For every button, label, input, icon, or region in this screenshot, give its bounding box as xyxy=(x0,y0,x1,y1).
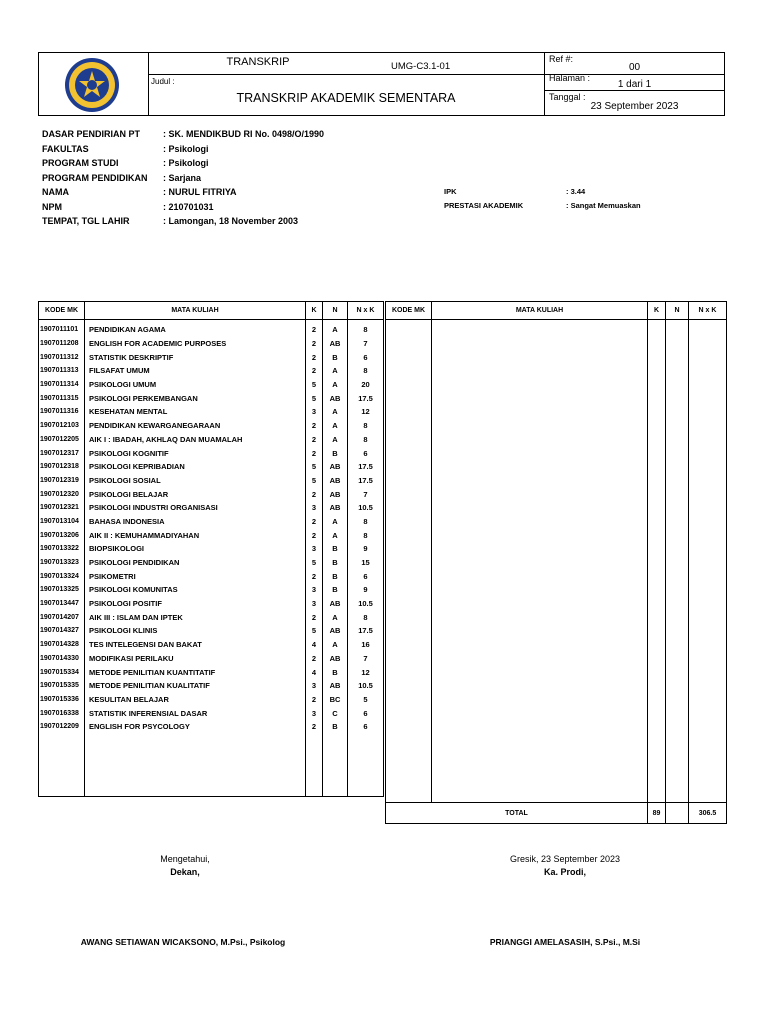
course-credits: 2 xyxy=(306,693,323,707)
course-score: 7 xyxy=(348,487,384,501)
course-code: 1907013104 xyxy=(39,515,85,529)
course-grade: A xyxy=(323,378,348,392)
course-name: PSIKOLOGI POSITIF xyxy=(85,597,306,611)
course-credits: 2 xyxy=(306,320,323,337)
table-row xyxy=(39,569,384,583)
course-grade: B xyxy=(323,446,348,460)
course-grade: A xyxy=(323,528,348,542)
course-code: 1907015335 xyxy=(39,679,85,693)
table-row xyxy=(39,501,384,515)
course-code: 1907012321 xyxy=(39,501,85,515)
course-name: STATISTIK INFERENSIAL DASAR xyxy=(85,706,306,720)
course-score: 10.5 xyxy=(348,597,384,611)
course-score: 17.5 xyxy=(348,474,384,488)
course-score: 17.5 xyxy=(348,624,384,638)
header-mata-kuliah: MATA KULIAH xyxy=(432,302,648,320)
table-row xyxy=(39,419,384,433)
course-name: ENGLISH FOR ACADEMIC PURPOSES xyxy=(85,337,306,351)
course-code: 1907011312 xyxy=(39,350,85,364)
course-credits: 5 xyxy=(306,378,323,392)
course-code: 1907011315 xyxy=(39,391,85,405)
table-row xyxy=(39,350,384,364)
course-grade: AB xyxy=(323,597,348,611)
course-code: 1907014328 xyxy=(39,638,85,652)
course-code: 1907012103 xyxy=(39,419,85,433)
info-value: : Lamongan, 18 November 2003 xyxy=(163,216,299,226)
course-name: AIK II : KEMUHAMMADIYAHAN xyxy=(85,528,306,542)
course-code: 1907014327 xyxy=(39,624,85,638)
student-info xyxy=(42,129,462,231)
course-name: ENGLISH FOR PSYCOLOGY xyxy=(85,720,306,734)
course-grade: A xyxy=(323,405,348,419)
right-role: Ka. Prodi, xyxy=(543,867,586,877)
course-grade: B xyxy=(323,665,348,679)
course-code: 1907012205 xyxy=(39,433,85,447)
header-kode: KODE MK xyxy=(386,302,432,320)
course-name: STATISTIK DESKRIPTIF xyxy=(85,350,306,364)
course-score: 9 xyxy=(348,542,384,556)
info-value: : Psikologi xyxy=(163,143,209,154)
course-grade: B xyxy=(323,350,348,364)
ref-value: 00 xyxy=(628,62,641,73)
table-row xyxy=(39,446,384,460)
course-grade: AB xyxy=(323,391,348,405)
info-label: NPM xyxy=(42,201,62,212)
course-grade: AB xyxy=(323,624,348,638)
course-grade: A xyxy=(323,515,348,529)
course-code: 1907014330 xyxy=(39,652,85,666)
header-n: N xyxy=(323,302,348,320)
table-row xyxy=(39,624,384,638)
course-code: 1907016338 xyxy=(39,706,85,720)
course-credits: 5 xyxy=(306,391,323,405)
course-credits: 3 xyxy=(306,679,323,693)
course-code: 1907011314 xyxy=(39,378,85,392)
info-label: DASAR PENDIRIAN PT xyxy=(42,129,141,139)
left-caption: Mengetahui, xyxy=(160,854,210,864)
course-score: 5 xyxy=(348,693,384,707)
course-grade: AB xyxy=(323,337,348,351)
course-credits: 2 xyxy=(306,350,323,364)
course-code: 1907011316 xyxy=(39,405,85,419)
total-row xyxy=(385,802,727,824)
course-code: 1907013447 xyxy=(39,597,85,611)
prestasi-value: : Sangat Memuaskan xyxy=(566,201,641,210)
university-logo xyxy=(64,57,120,113)
course-code: 1907013324 xyxy=(39,569,85,583)
course-score: 8 xyxy=(348,320,384,337)
course-code: 1907011101 xyxy=(39,320,85,337)
header-k: K xyxy=(306,302,323,320)
course-code: 1907013323 xyxy=(39,556,85,570)
halaman-label: Halaman : xyxy=(549,73,591,83)
course-table-right xyxy=(385,301,727,803)
course-credits: 4 xyxy=(306,665,323,679)
header-nxk: N x K xyxy=(348,302,384,320)
info-row xyxy=(42,144,462,159)
course-name: FILSAFAT UMUM xyxy=(85,364,306,378)
course-grade: AB xyxy=(323,501,348,515)
left-role: Dekan, xyxy=(170,867,200,877)
table-row xyxy=(39,364,384,378)
info-row xyxy=(42,129,462,144)
info-label: NAMA xyxy=(42,187,69,197)
course-score: 7 xyxy=(348,652,384,666)
course-grade: AB xyxy=(323,460,348,474)
course-code: 1907015334 xyxy=(39,665,85,679)
total-k: 89 xyxy=(648,803,666,824)
course-credits: 3 xyxy=(306,597,323,611)
info-value: : Psikologi xyxy=(163,158,209,168)
course-credits: 2 xyxy=(306,720,323,734)
course-score: 6 xyxy=(348,720,384,734)
table-row xyxy=(39,665,384,679)
course-score: 8 xyxy=(348,419,384,433)
course-code: 1907012319 xyxy=(39,474,85,488)
ipk-label: IPK xyxy=(444,187,457,196)
course-name: PSIKOLOGI KOMUNITAS xyxy=(85,583,306,597)
info-value: : SK. MENDIKBUD RI No. 0498/O/1990 xyxy=(163,129,325,139)
course-credits: 2 xyxy=(306,652,323,666)
table-header-row xyxy=(386,302,727,320)
course-name: BIOPSIKOLOGI xyxy=(85,542,306,556)
course-code: 1907012318 xyxy=(39,460,85,474)
table-row xyxy=(39,610,384,624)
info-row xyxy=(42,158,462,173)
course-code: 1907012317 xyxy=(39,446,85,460)
info-value: : NURUL FITRIYA xyxy=(163,187,237,197)
course-score: 8 xyxy=(348,515,384,529)
course-score: 10.5 xyxy=(348,501,384,515)
course-name: KESULITAN BELAJAR xyxy=(85,693,306,707)
course-name: PSIKOLOGI BELAJAR xyxy=(85,487,306,501)
right-signatory-name: PRIANGGI AMELASASIH, S.Psi., M.Si xyxy=(489,937,641,947)
course-grade: A xyxy=(323,433,348,447)
course-grade: B xyxy=(323,556,348,570)
tanggal-value: 23 September 2023 xyxy=(590,101,679,112)
course-name: BAHASA INDONESIA xyxy=(85,515,306,529)
course-credits: 2 xyxy=(306,419,323,433)
course-credits: 3 xyxy=(306,501,323,515)
course-grade: C xyxy=(323,706,348,720)
course-grade: B xyxy=(323,569,348,583)
table-row xyxy=(39,528,384,542)
empty-row xyxy=(39,734,384,797)
course-grade: B xyxy=(323,583,348,597)
course-code: 1907011208 xyxy=(39,337,85,351)
table-row xyxy=(39,320,384,337)
table-row xyxy=(39,706,384,720)
ref-label: Ref #: xyxy=(549,54,574,64)
course-grade: A xyxy=(323,638,348,652)
course-score: 6 xyxy=(348,706,384,720)
course-name: METODE PENILITIAN KUALITATIF xyxy=(85,679,306,693)
course-credits: 2 xyxy=(306,446,323,460)
halaman-value: 1 dari 1 xyxy=(617,79,652,90)
course-grade: A xyxy=(323,320,348,337)
course-name: AIK I : IBADAH, AKHLAQ DAN MUAMALAH xyxy=(85,433,306,447)
course-grade: B xyxy=(323,720,348,734)
course-grade: A xyxy=(323,419,348,433)
course-score: 17.5 xyxy=(348,460,384,474)
header-nxk: N x K xyxy=(689,302,727,320)
table-row xyxy=(39,378,384,392)
course-score: 10.5 xyxy=(348,679,384,693)
course-code: 1907012320 xyxy=(39,487,85,501)
info-row xyxy=(42,187,462,202)
course-name: PSIKOLOGI KLINIS xyxy=(85,624,306,638)
doc-type: TRANSKRIP xyxy=(226,56,290,68)
course-score: 8 xyxy=(348,528,384,542)
prestasi-label: PRESTASI AKADEMIK xyxy=(444,201,524,210)
table-header-row xyxy=(39,302,384,320)
course-credits: 2 xyxy=(306,337,323,351)
table-row xyxy=(39,487,384,501)
course-grade: BC xyxy=(323,693,348,707)
course-name: TES INTELEGENSI DAN BAKAT xyxy=(85,638,306,652)
course-credits: 5 xyxy=(306,624,323,638)
course-name: PSIKOLOGI KOGNITIF xyxy=(85,446,306,460)
table-row xyxy=(39,638,384,652)
course-code: 1907013206 xyxy=(39,528,85,542)
course-credits: 2 xyxy=(306,515,323,529)
course-score: 16 xyxy=(348,638,384,652)
table-row xyxy=(39,460,384,474)
course-credits: 2 xyxy=(306,569,323,583)
total-nxk: 306.5 xyxy=(689,803,727,824)
course-score: 17.5 xyxy=(348,391,384,405)
info-value: : Sarjana xyxy=(163,172,202,183)
course-name: PSIKOLOGI PENDIDIKAN xyxy=(85,556,306,570)
course-name: PSIKOLOGI PERKEMBANGAN xyxy=(85,391,306,405)
course-name: PSIKOLOGI KEPRIBADIAN xyxy=(85,460,306,474)
course-name: PSIKOMETRI xyxy=(85,569,306,583)
course-credits: 2 xyxy=(306,610,323,624)
table-row xyxy=(39,337,384,351)
course-score: 7 xyxy=(348,337,384,351)
table-row xyxy=(39,583,384,597)
course-credits: 2 xyxy=(306,433,323,447)
course-score: 6 xyxy=(348,569,384,583)
table-row xyxy=(39,542,384,556)
info-row xyxy=(42,216,462,231)
course-credits: 3 xyxy=(306,405,323,419)
course-name: PENDIDIKAN KEWARGANEGARAAN xyxy=(85,419,306,433)
info-label: PROGRAM STUDI xyxy=(42,158,119,168)
course-code: 1907011313 xyxy=(39,364,85,378)
table-row xyxy=(39,391,384,405)
course-name: PSIKOLOGI INDUSTRI ORGANISASI xyxy=(85,501,306,515)
course-code: 1907013325 xyxy=(39,583,85,597)
course-code: 1907013322 xyxy=(39,542,85,556)
document-title: TRANSKRIP AKADEMIK SEMENTARA xyxy=(236,91,456,105)
table-row xyxy=(39,433,384,447)
tanggal-label: Tanggal : xyxy=(549,92,586,102)
table-row xyxy=(39,693,384,707)
table-row xyxy=(39,597,384,611)
empty-row xyxy=(386,320,727,803)
table-row xyxy=(39,515,384,529)
table-row xyxy=(39,720,384,734)
course-grade: A xyxy=(323,610,348,624)
table-row xyxy=(39,474,384,488)
course-score: 6 xyxy=(348,350,384,364)
course-score: 8 xyxy=(348,433,384,447)
header-n: N xyxy=(666,302,689,320)
info-value: : 210701031 xyxy=(163,201,214,212)
course-credits: 3 xyxy=(306,583,323,597)
course-credits: 4 xyxy=(306,638,323,652)
info-row xyxy=(42,173,462,188)
header-mata-kuliah: MATA KULIAH xyxy=(85,302,306,320)
table-row xyxy=(39,556,384,570)
course-credits: 3 xyxy=(306,542,323,556)
table-row xyxy=(39,652,384,666)
course-name: AIK III : ISLAM DAN IPTEK xyxy=(85,610,306,624)
course-credits: 2 xyxy=(306,528,323,542)
course-credits: 2 xyxy=(306,487,323,501)
course-score: 8 xyxy=(348,610,384,624)
ipk-value: : 3.44 xyxy=(566,187,586,196)
course-grade: AB xyxy=(323,474,348,488)
course-score: 6 xyxy=(348,446,384,460)
course-name: KESEHATAN MENTAL xyxy=(85,405,306,419)
course-score: 15 xyxy=(348,556,384,570)
table-row xyxy=(39,679,384,693)
course-score: 8 xyxy=(348,364,384,378)
course-grade: B xyxy=(323,542,348,556)
header-k: K xyxy=(648,302,666,320)
course-grade: A xyxy=(323,364,348,378)
info-label: FAKULTAS xyxy=(42,143,89,154)
total-label: TOTAL xyxy=(386,803,648,824)
document-header xyxy=(38,52,725,116)
course-name: PENDIDIKAN AGAMA xyxy=(85,320,306,337)
course-score: 20 xyxy=(348,378,384,392)
course-code: 1907012209 xyxy=(39,720,85,734)
course-credits: 5 xyxy=(306,460,323,474)
table-row xyxy=(39,405,384,419)
info-label: PROGRAM PENDIDIKAN xyxy=(42,172,148,183)
course-score: 12 xyxy=(348,665,384,679)
doc-code: UMG-C3.1-01 xyxy=(391,61,451,72)
course-code: 1907015336 xyxy=(39,693,85,707)
left-signatory-name: AWANG SETIAWAN WICAKSONO, M.Psi., Psikolog xyxy=(80,937,286,947)
course-name: PSIKOLOGI SOSIAL xyxy=(85,474,306,488)
course-credits: 2 xyxy=(306,364,323,378)
course-grade: AB xyxy=(323,487,348,501)
header-kode: KODE MK xyxy=(39,302,85,320)
course-table-left xyxy=(38,301,384,797)
course-credits: 3 xyxy=(306,706,323,720)
course-name: PSIKOLOGI UMUM xyxy=(85,378,306,392)
right-caption: Gresik, 23 September 2023 xyxy=(509,854,621,864)
course-grade: AB xyxy=(323,679,348,693)
info-label: TEMPAT, TGL LAHIR xyxy=(42,216,130,226)
course-code: 1907014207 xyxy=(39,610,85,624)
course-credits: 5 xyxy=(306,556,323,570)
judul-label: Judul : xyxy=(151,77,175,86)
course-name: METODE PENILITIAN KUANTITATIF xyxy=(85,665,306,679)
course-score: 9 xyxy=(348,583,384,597)
course-score: 12 xyxy=(348,405,384,419)
course-grade: AB xyxy=(323,652,348,666)
course-name: MODIFIKASI PERILAKU xyxy=(85,652,306,666)
total-n xyxy=(666,803,689,824)
course-credits: 5 xyxy=(306,474,323,488)
info-row xyxy=(42,202,462,217)
